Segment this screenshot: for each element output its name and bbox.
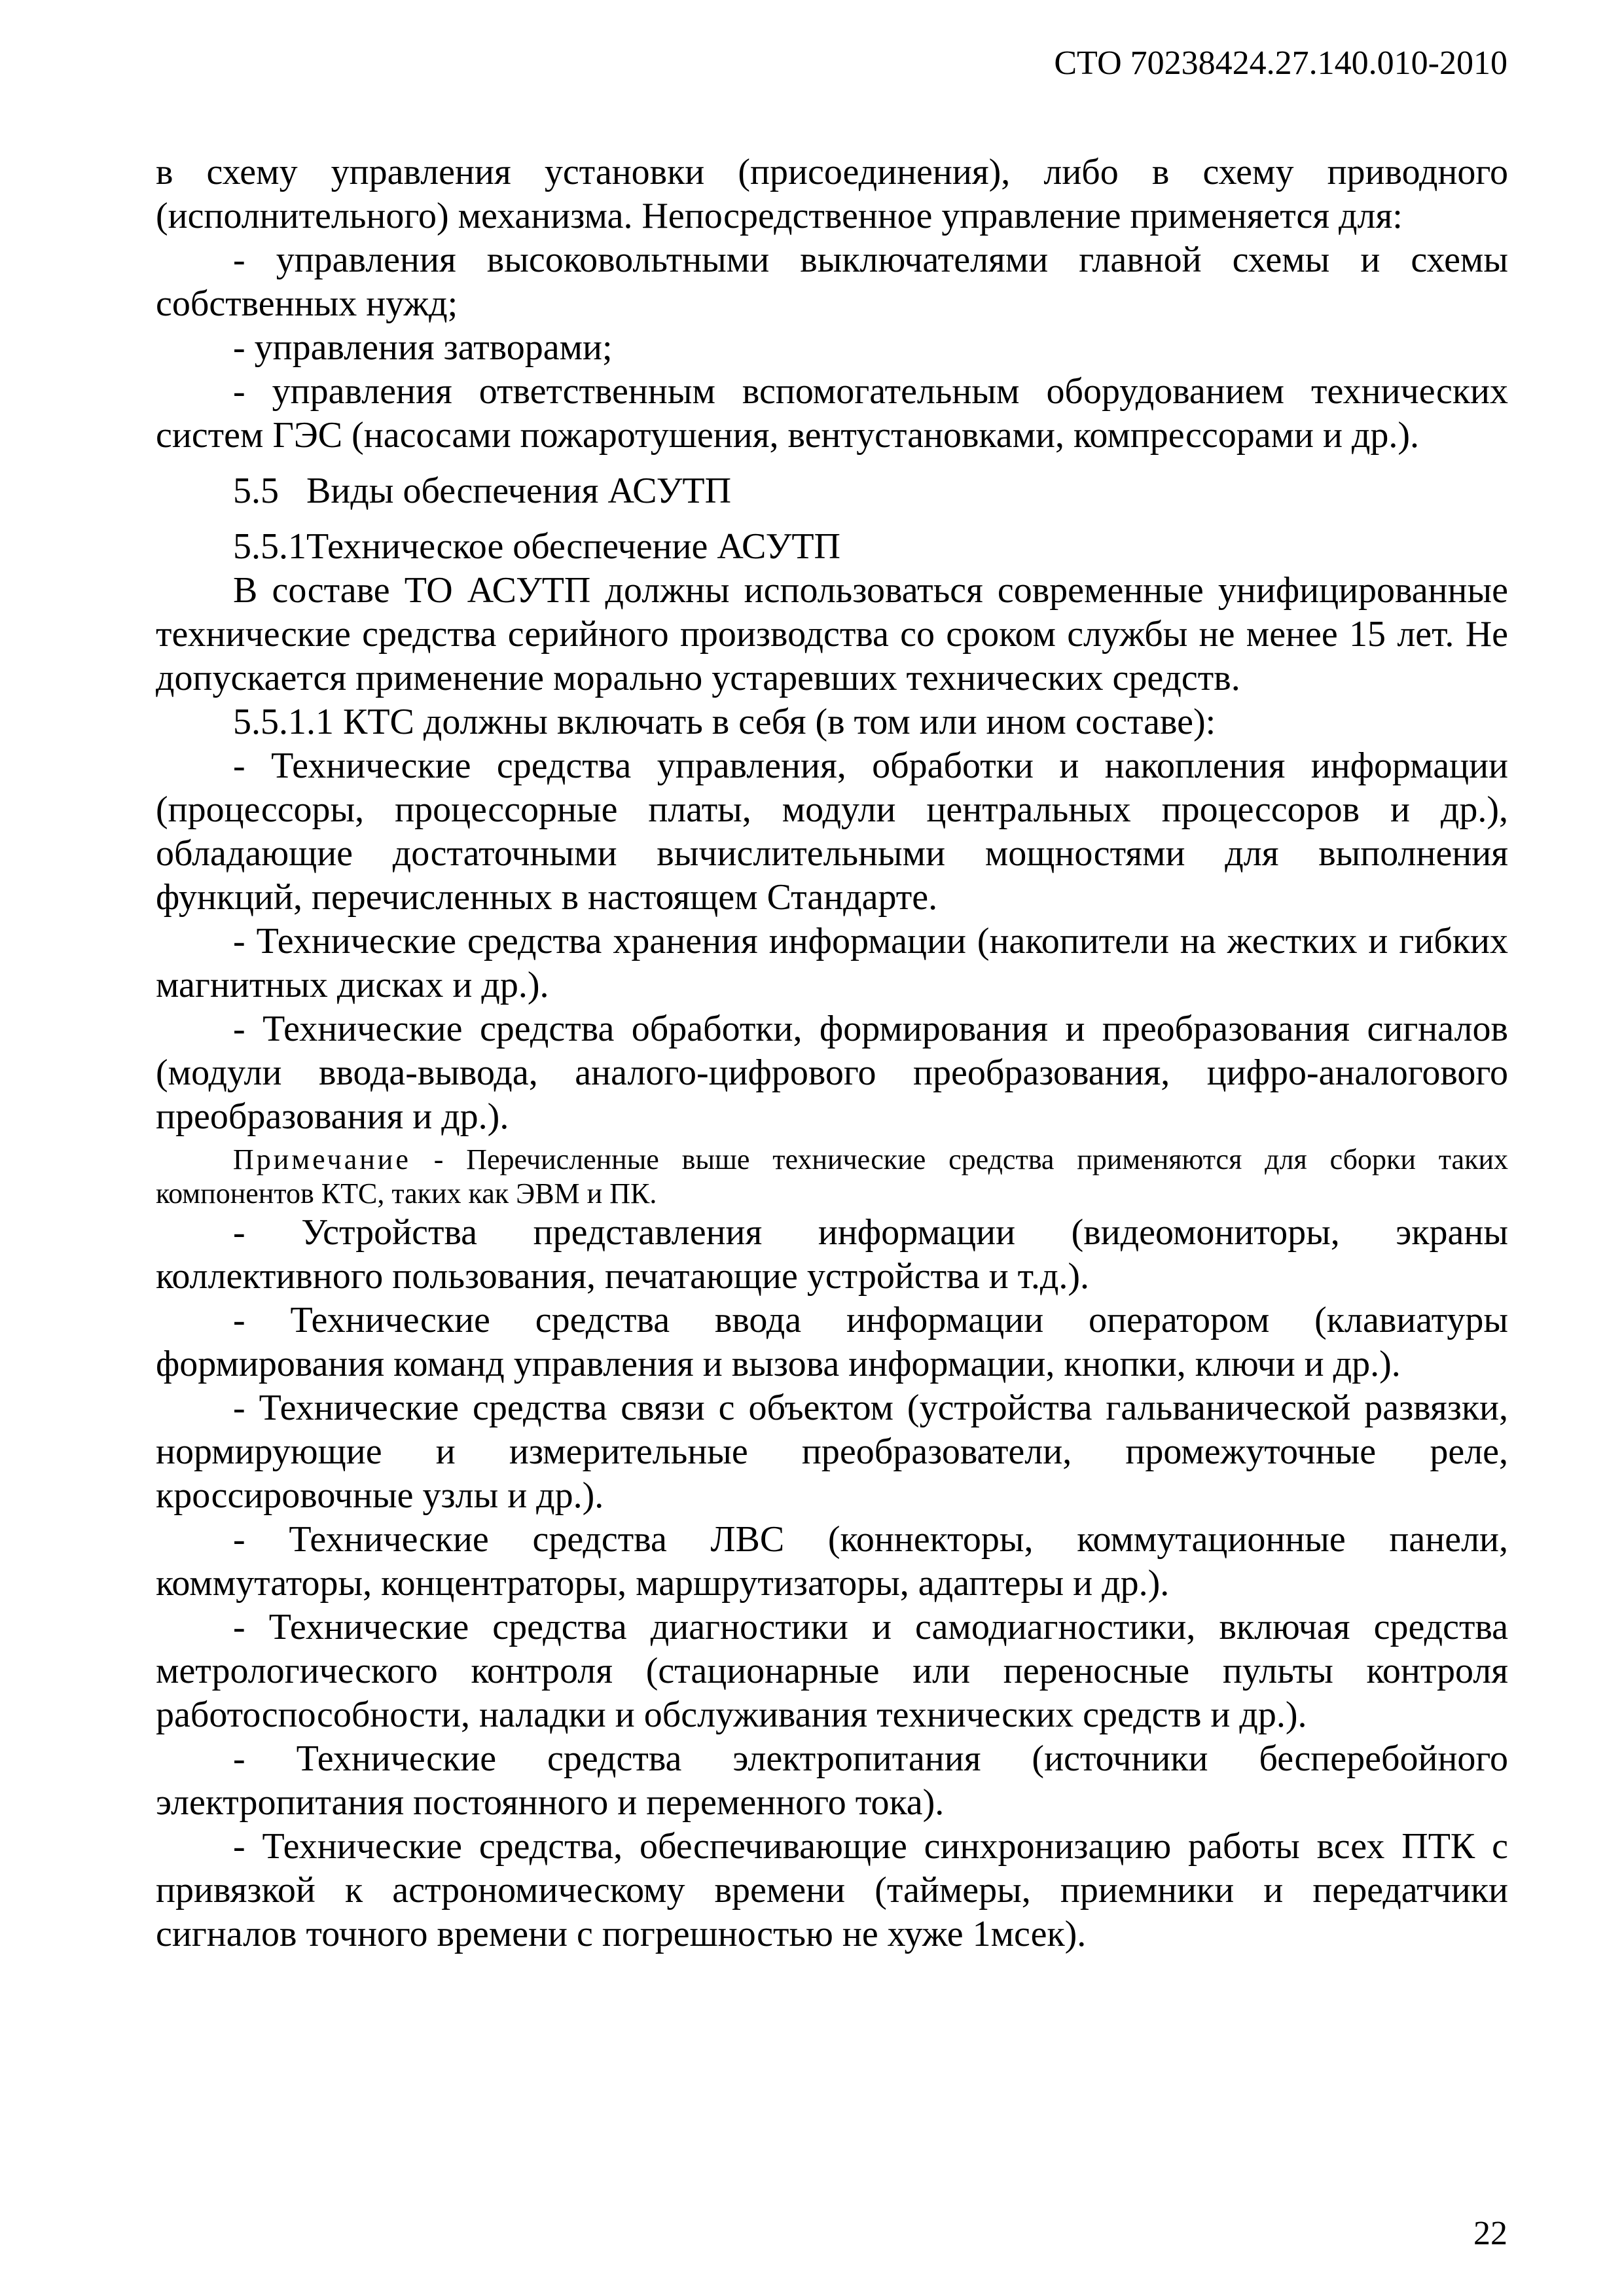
list-item-input: - Технические средства ввода информации оператором (клавиатуры формирования команд управления и вызова информации, кнопки, ключи и др.). <box>156 1300 1508 1384</box>
paragraph-to-composition: В составе ТО АСУТП должны использоваться современные унифицированные технические средства серийного производства со сроком службы не менее 15 лет. Не допускается применение морально устаревших технических средств. <box>156 570 1508 698</box>
page-body <box>156 151 1508 1956</box>
page-number: 22 <box>1473 2215 1507 2252</box>
document-code: СТО 70238424.27.140.010-2010 <box>1054 45 1507 82</box>
list-item-high-voltage: - управления высоковольтными выключателями главной схемы и схемы собственных нужд; <box>156 240 1508 324</box>
section-heading-5-5-1: 5.5.1Техническое обеспечение АСУТП <box>233 526 840 567</box>
section-heading-5-5: 5.5 Виды обеспечения АСУТП <box>233 471 732 511</box>
list-item-lan: - Технические средства ЛВС (коннекторы, коммутационные панели, коммутаторы, концентраторы, маршрутизаторы, адаптеры и др.). <box>156 1519 1508 1604</box>
paragraph-continuation: в схему управления установки (присоединения), либо в схему приводного (исполнительного) механизма. Непосредственное управление применяется для: <box>156 152 1508 236</box>
list-item-power: - Технические средства электропитания (источники бесперебойного электропитания постоянного и переменного тока). <box>156 1738 1508 1823</box>
list-item-processing: - Технические средства управления, обработки и накопления информации (процессоры, процессорные платы, модули центральных процессоров и др.), обладающие достаточными вычислительными мощностями для выполнения функций, перечисленных в настоящем Стандарте. <box>156 745 1508 918</box>
list-item-gates: - управления затворами; <box>233 327 613 368</box>
list-item-storage: - Технические средства хранения информации (накопители на жестких и гибких магнитных дисках и др.). <box>156 921 1508 1005</box>
list-item-signal-conversion: - Технические средства обработки, формирования и преобразования сигналов (модули ввода-вывода, аналого-цифрового преобразования, цифро-аналогового преобразования и др.). <box>156 1009 1508 1137</box>
paragraph-kts-intro: 5.5.1.1 КТС должны включать в себя (в том или ином составе): <box>233 702 1216 742</box>
list-item-auxiliary: - управления ответственным вспомогательным оборудованием технических систем ГЭС (насосами пожаротушения, вентустановками, компрессорами и др.). <box>156 371 1508 456</box>
list-item-diagnostics: - Технические средства диагностики и самодиагностики, включая средства метрологического контроля (стационарные или переносные пульты контроля работоспособности, наладки и обслуживания технических средств и др.). <box>156 1607 1508 1735</box>
note <box>156 1143 1508 1211</box>
note-label: Примечание <box>233 1143 411 1175</box>
list-item-sync: - Технические средства, обеспечивающие синхронизацию работы всех ПТК с привязкой к астрономическому времени (таймеры, приемники и передатчики сигналов точного времени с погрешностью не хуже 1мсек). <box>156 1826 1508 1954</box>
note-text: - Перечисленные выше технические средства применяются для сборки таких компонентов КТС, таких как ЭВМ и ПК. <box>156 1143 1508 1210</box>
list-item-display: - Устройства представления информации (видеомониторы, экраны коллективного пользования, печатающие устройства и т.д.). <box>156 1212 1508 1297</box>
list-item-object-link: - Технические средства связи с объектом (устройства гальванической развязки, нормирующие и измерительные преобразователи, промежуточные реле, кроссировочные узлы и др.). <box>156 1388 1508 1516</box>
